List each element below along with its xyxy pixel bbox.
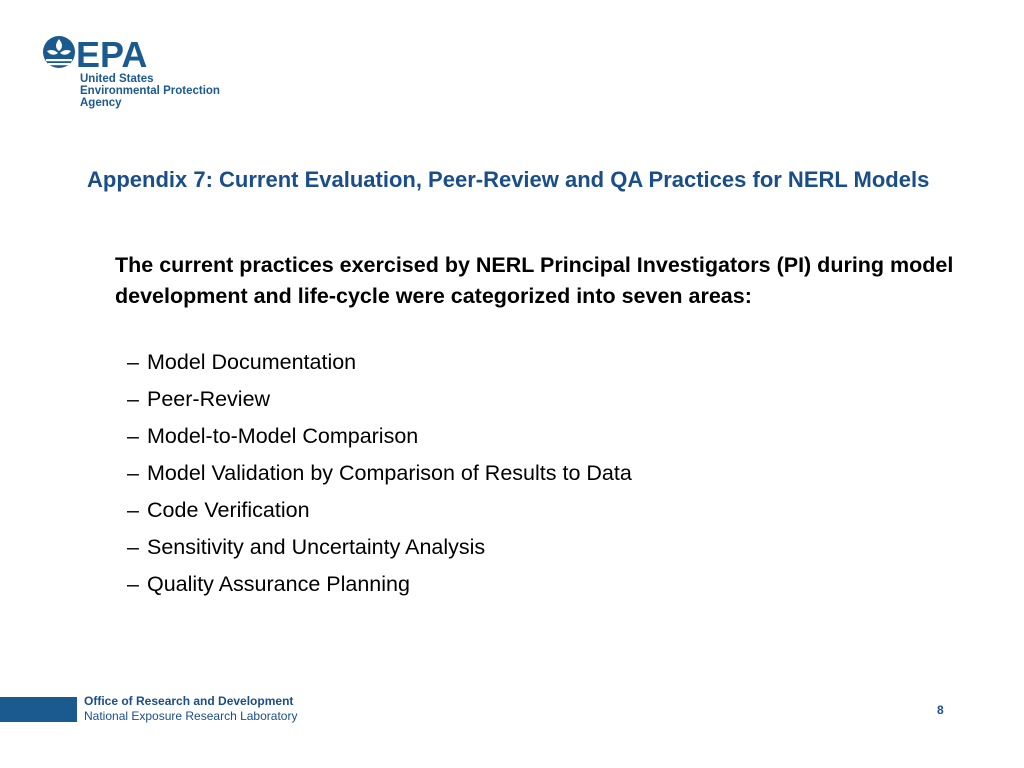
dash-marker: – bbox=[127, 350, 139, 374]
intro-paragraph: The current practices exercised by NERL Principal Investigators (PI) during model development and life-cycle were categorized into seven areas: bbox=[115, 253, 954, 308]
agency-line-1: United States bbox=[80, 73, 154, 85]
list-item bbox=[127, 456, 632, 493]
agency-line-3: Agency bbox=[80, 97, 122, 109]
list-item bbox=[127, 382, 632, 419]
dash-marker: – bbox=[127, 535, 139, 559]
list-item-text: Quality Assurance Planning bbox=[147, 572, 410, 596]
slide-title: Appendix 7: Current Evaluation, Peer-Review and QA Practices for NERL Models bbox=[87, 167, 930, 192]
footer-office: Office of Research and Development bbox=[84, 694, 294, 708]
dash-marker: – bbox=[127, 424, 139, 448]
practice-list bbox=[127, 345, 632, 604]
dash-marker: – bbox=[127, 572, 139, 596]
epa-logo-mark-icon bbox=[42, 35, 162, 71]
dash-marker: – bbox=[127, 498, 139, 522]
list-item-text: Code Verification bbox=[147, 498, 310, 522]
dash-marker: – bbox=[127, 387, 139, 411]
agency-line-2: Environmental Protection bbox=[80, 85, 220, 97]
list-item bbox=[127, 419, 632, 456]
dash-marker: – bbox=[127, 461, 139, 485]
agency-name bbox=[80, 73, 220, 109]
list-item-text: Model Documentation bbox=[147, 350, 357, 374]
epa-logo bbox=[42, 35, 232, 115]
list-item-text: Model-to-Model Comparison bbox=[147, 424, 419, 448]
page-number: 8 bbox=[937, 703, 944, 717]
list-item-text: Sensitivity and Uncertainty Analysis bbox=[147, 535, 486, 559]
footer-lab: National Exposure Research Laboratory bbox=[84, 709, 298, 723]
list-item-text: Peer-Review bbox=[147, 387, 271, 411]
epa-wordmark: EPA bbox=[76, 35, 148, 71]
list-item bbox=[127, 530, 632, 567]
list-item bbox=[127, 567, 632, 604]
list-item bbox=[127, 493, 632, 530]
footer-accent-bar bbox=[0, 697, 77, 722]
list-item-text: Model Validation by Comparison of Results to Data bbox=[147, 461, 632, 485]
list-item bbox=[127, 345, 632, 382]
